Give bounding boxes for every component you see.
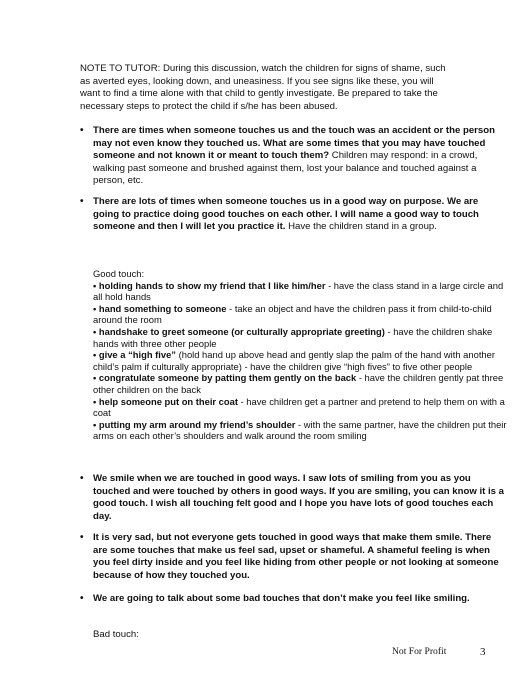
good-touch-item bbox=[93, 419, 513, 442]
bullet-accidental-touch bbox=[80, 125, 505, 188]
page-number: 3 bbox=[480, 646, 486, 658]
good-touch-item-title: • putting my arm around my friend’s shoulder bbox=[93, 418, 296, 430]
good-touch-list bbox=[93, 268, 513, 442]
tutor-note bbox=[80, 63, 500, 113]
good-touch-item-title: • congratulate someone by patting them gently on the back bbox=[93, 372, 357, 384]
bullet-text bbox=[93, 125, 505, 188]
bullet-bad-touches bbox=[80, 593, 505, 606]
bullet-bold-text: It is very sad, but not everyone gets touched in good ways that make them smile. There are some touches that make us feel sad, upset or shameful. A shameful feeling is when you feel dirty inside and you feel like hiding from other people or not looking at someone because of how they touched you. bbox=[93, 532, 499, 581]
good-touch-item-instructions: - have the class stand in a large circle and all hold hands bbox=[93, 279, 504, 303]
bullet-marker: • bbox=[80, 532, 84, 543]
good-touch-item bbox=[93, 349, 513, 372]
good-touch-item-title: • handshake to greet someone (or culturally appropriate greeting) bbox=[93, 325, 385, 337]
good-touch-item-instructions: (hold hand up above head and gently slap the palm of the hand with another child’s palm if culturally appropriate) - have the children give “high fives” to five other people bbox=[93, 349, 495, 372]
footer-text: Not For Profit bbox=[392, 646, 447, 657]
bullet-sad-touches bbox=[80, 532, 505, 582]
good-touch-item bbox=[93, 280, 513, 303]
bullet-bold-text: We are going to talk about some bad touches that don’t make you feel like smiling. bbox=[93, 593, 470, 604]
good-touch-item-instructions: - have children get a partner and pretend to help them on with a coat bbox=[93, 395, 505, 419]
bullet-plain-text: Children may respond: in a crowd, walking past someone and brushed against them, lost your balance and touched against a person, etc. bbox=[93, 150, 478, 187]
bullet-good-touch-intro bbox=[80, 196, 505, 234]
bullet-plain-text: Have the children stand in a group. bbox=[285, 221, 437, 233]
good-touch-item bbox=[93, 326, 513, 349]
bullet-bold-text: There are lots of times when someone touches us in a good way on purpose. We are going to practice doing good touches on each other. I will name a good way to touch someone and then I will let you practice it. bbox=[93, 196, 479, 233]
good-touch-label: Good touch: bbox=[93, 268, 145, 279]
good-touch-item-instructions: - with the same partner, have the children put their arms on each other’s shoulders and walk around the room smiling bbox=[93, 418, 507, 442]
bullet-marker: • bbox=[80, 196, 84, 207]
bullet-smiling bbox=[80, 473, 505, 523]
bad-touch-label: Bad touch: bbox=[93, 629, 139, 640]
bullet-text bbox=[93, 196, 505, 234]
tutor-note-line: as averted eyes, looking down, and uneasiness. If you see signs like these, you will bbox=[80, 75, 434, 87]
bullet-marker: • bbox=[80, 593, 84, 604]
tutor-note-line: necessary steps to protect the child if s/he has been abused. bbox=[80, 100, 338, 112]
good-touch-item-title: • holding hands to show my friend that I like him/her bbox=[93, 279, 326, 291]
good-touch-item-instructions: - have the children gently pat three other children on the back bbox=[93, 372, 504, 395]
tutor-note-line: NOTE TO TUTOR: During this discussion, watch the children for signs of shame, such bbox=[80, 63, 446, 74]
good-touch-item-instructions: - have the children shake hands with three other people bbox=[93, 325, 493, 349]
bullet-bold-text: We smile when we are touched in good ways. I saw lots of smiling from you as you touched and were touched by others in good ways. If you are smiling, you can know it is a good touch. I wish all touching felt good and I hope you have lots of good touches each day. bbox=[93, 473, 505, 522]
bullet-marker: • bbox=[80, 125, 84, 136]
good-touch-item-title: • help someone put on their coat bbox=[93, 395, 238, 407]
bullet-marker: • bbox=[80, 473, 84, 484]
tutor-note-line: want to find a time alone with that child to gently investigate. Be prepared to take the bbox=[80, 88, 438, 100]
good-touch-item bbox=[93, 396, 513, 419]
bullet-bold-text: There are times when someone touches us and the touch was an accident or the person may not even know they touched us. What are some times that you may have touched someone and not known it or meant to touch them? bbox=[93, 125, 495, 162]
good-touch-item-title: • give a “high five” bbox=[93, 349, 176, 361]
good-touch-item bbox=[93, 372, 513, 395]
good-touch-item bbox=[93, 303, 513, 326]
good-touch-item-instructions: - take an object and have the children pass it from child-to-child around the room bbox=[93, 302, 492, 326]
good-touch-item-title: • hand something to someone bbox=[93, 302, 227, 314]
